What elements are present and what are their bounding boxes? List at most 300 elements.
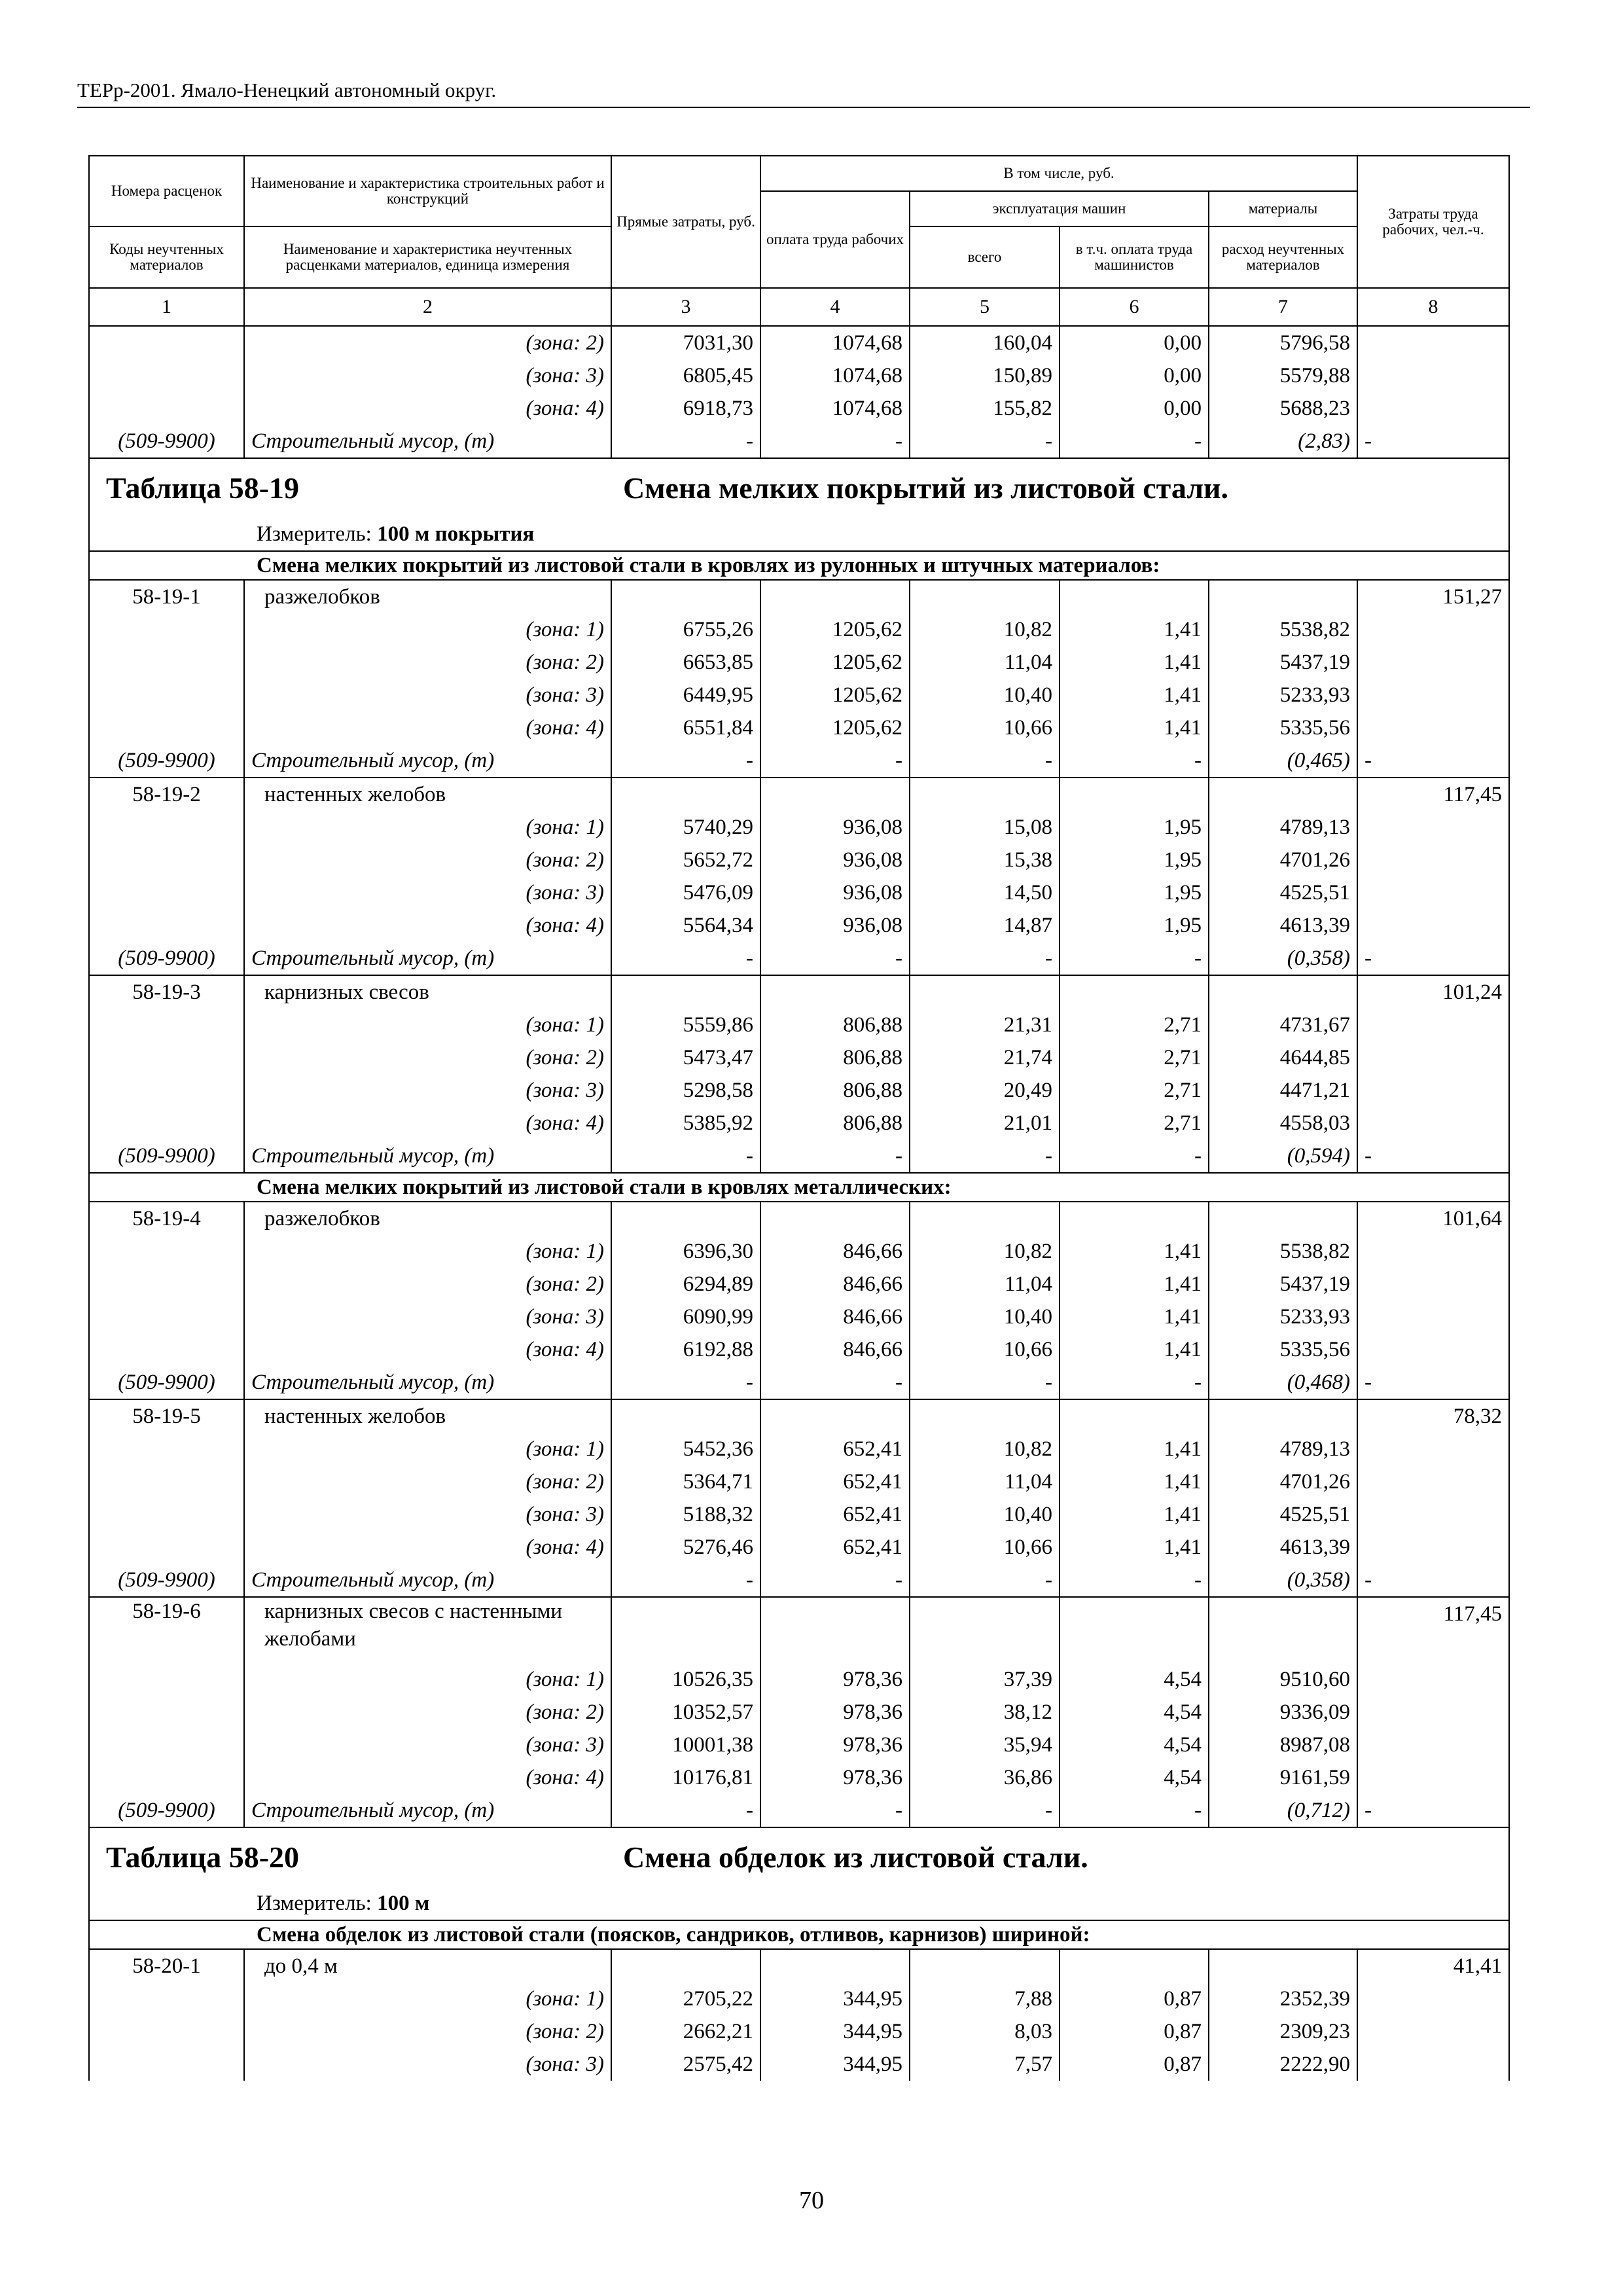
code-cell [89,711,244,744]
debris-name: Строительный мусор, (т) [244,1366,611,1399]
table-number: Таблица 58-19 [106,471,300,505]
zone-label: (зона: 3) [244,679,611,711]
value-cell [1209,975,1357,1009]
materials-header: материалы [1209,191,1357,226]
zone-label: (зона: 1) [244,811,611,844]
labor-cell [1357,679,1509,711]
code-cell [89,392,244,425]
zone-label: (зона: 4) [244,1107,611,1139]
labor-cell [1357,613,1509,646]
code-cell [89,646,244,679]
labor-cell [1357,1982,1509,2015]
meter [89,518,1509,551]
col1-top-header: Номера расценок [89,156,244,226]
value-cell: 37,39 [910,1663,1060,1696]
value-cell: 1,41 [1060,1433,1209,1465]
value-cell [1060,1597,1209,1663]
rate-row [89,1202,1509,1235]
col6-header: в т.ч. оплата труда машинистов [1060,226,1209,288]
value-cell: 10,66 [910,711,1060,744]
dash-cell: - [910,1139,1060,1173]
section-heading: Смена мелких покрытий из листовой стали в кровлях из рулонных и штучных материалов: [89,551,1509,580]
value-cell: 5335,56 [1209,711,1357,744]
zone-row [89,1433,1509,1465]
meter-value: 100 м [377,1892,430,1915]
value-cell: 5233,93 [1209,679,1357,711]
value-cell: 160,04 [910,326,1060,359]
rate-code: 58-20-1 [89,1949,244,1982]
zone-row [89,2048,1509,2081]
labor-cost: 101,24 [1357,975,1509,1009]
dash-cell: - [1060,1564,1209,1597]
value-cell [611,580,760,613]
zone-row [89,1696,1509,1729]
labor-cell [1357,1433,1509,1465]
zone-label: (зона: 4) [244,1761,611,1794]
value-cell: 4789,13 [1209,1433,1357,1465]
value-cell [760,778,910,811]
value-cell: 5437,19 [1209,1268,1357,1300]
value-cell [910,580,1060,613]
value-cell: 0,87 [1060,1982,1209,2015]
dash-cell: - [910,1564,1060,1597]
zone-row [89,1465,1509,1498]
dash-cell: - [611,744,760,778]
labor-cell [1357,359,1509,392]
value-cell: 1205,62 [760,711,910,744]
zone-label: (зона: 2) [244,2015,611,2048]
value-cell: 978,36 [760,1729,910,1761]
meter-row [89,1887,1509,1920]
table-title-row [89,1827,1509,1887]
rate-name: настенных желобов [244,1399,611,1433]
labor-cell [1357,2048,1509,2081]
value-cell: 846,66 [760,1235,910,1268]
value-cell: 155,82 [910,392,1060,425]
value-cell: 21,74 [910,1041,1060,1074]
page-header: ТЕРр-2001. Ямало-Ненецкий автономный округ. [77,79,497,101]
machines-header: эксплуатация машин [910,191,1209,226]
zone-label: (зона: 3) [244,876,611,909]
debris-name: Строительный мусор, (т) [244,1139,611,1173]
code-cell [89,1531,244,1564]
header-rule [77,107,1530,108]
value-cell: 0,87 [1060,2048,1209,2081]
value-cell [910,1399,1060,1433]
dash-cell: - [760,1366,910,1399]
section-heading: Смена обделок из листовой стали (поясков, сандриков, отливов, карнизов) шириной: [89,1920,1509,1949]
value-cell [910,1949,1060,1982]
zone-row [89,1663,1509,1696]
code-cell [89,679,244,711]
value-cell: 4644,85 [1209,1041,1357,1074]
zone-row [89,1041,1509,1074]
zone-label: (зона: 1) [244,1982,611,2015]
value-cell: 5688,23 [1209,392,1357,425]
column-number: 2 [244,288,611,326]
code-cell [89,1041,244,1074]
value-cell: 652,41 [760,1498,910,1531]
code-cell [89,811,244,844]
value-cell: 4613,39 [1209,909,1357,942]
zone-label: (зона: 2) [244,1696,611,1729]
value-cell: 6551,84 [611,711,760,744]
value-cell: 1,41 [1060,1268,1209,1300]
value-cell: 5538,82 [1209,1235,1357,1268]
dash-cell: - [1060,425,1209,458]
value-cell: 4,54 [1060,1761,1209,1794]
meter-value: 100 м покрытия [377,522,535,546]
value-cell: 344,95 [760,2015,910,2048]
meter-row [89,518,1509,551]
value-cell: 9510,60 [1209,1663,1357,1696]
table-title [89,1827,1509,1887]
debris-amount: (0,594) [1209,1139,1357,1173]
debris-code: (509-9900) [89,1366,244,1399]
zone-label: (зона: 4) [244,392,611,425]
column-number: 7 [1209,288,1357,326]
code-cell [89,1729,244,1761]
value-cell: 4,54 [1060,1696,1209,1729]
rate-row [89,778,1509,811]
value-cell: 10,82 [910,613,1060,646]
value-cell: 5233,93 [1209,1300,1357,1333]
labor-cost: 78,32 [1357,1399,1509,1433]
value-cell [1209,778,1357,811]
value-cell: 5740,29 [611,811,760,844]
value-cell: 14,87 [910,909,1060,942]
value-cell: 8987,08 [1209,1729,1357,1761]
dash-cell: - [611,1794,760,1827]
dash-cell: - [910,1366,1060,1399]
labor-cell [1357,711,1509,744]
value-cell [760,975,910,1009]
zone-row [89,1761,1509,1794]
value-cell: 35,94 [910,1729,1060,1761]
zone-label: (зона: 4) [244,1531,611,1564]
zone-label: (зона: 1) [244,1663,611,1696]
value-cell: 9161,59 [1209,1761,1357,1794]
section-heading-row [89,551,1509,580]
value-cell: 10,40 [910,1498,1060,1531]
value-cell: 2705,22 [611,1982,760,2015]
table-caption: Смена обделок из листовой стали. [623,1840,1088,1874]
zone-label: (зона: 2) [244,1268,611,1300]
labor-cost: 41,41 [1357,1949,1509,1982]
labor-cell [1357,876,1509,909]
value-cell: 5652,72 [611,844,760,876]
table-number: Таблица 58-20 [106,1840,300,1874]
value-cell: 0,00 [1060,326,1209,359]
value-cell [1209,1597,1357,1663]
value-cell: 1,41 [1060,646,1209,679]
column-number: 5 [910,288,1060,326]
table-caption: Смена мелких покрытий из листовой стали. [623,471,1229,505]
value-cell: 806,88 [760,1041,910,1074]
rate-code: 58-19-5 [89,1399,244,1433]
debris-code: (509-9900) [89,1564,244,1597]
value-cell [760,580,910,613]
value-cell: 0,00 [1060,392,1209,425]
column-number: 6 [1060,288,1209,326]
value-cell: 806,88 [760,1107,910,1139]
value-cell [611,1202,760,1235]
value-cell: 344,95 [760,2048,910,2081]
value-cell: 978,36 [760,1663,910,1696]
value-cell: 10,66 [910,1531,1060,1564]
value-cell: 6653,85 [611,646,760,679]
rate-code: 58-19-3 [89,975,244,1009]
dash-cell: - [611,1564,760,1597]
code-cell [89,1268,244,1300]
value-cell [760,1202,910,1235]
value-cell [1060,975,1209,1009]
debris-code: (509-9900) [89,425,244,458]
meter [89,1887,1509,1920]
value-cell: 652,41 [760,1531,910,1564]
dash-cell: - [760,942,910,975]
debris-row [89,1794,1509,1827]
zone-label: (зона: 2) [244,326,611,359]
dash-cell: - [1357,425,1509,458]
value-cell: 6918,73 [611,392,760,425]
value-cell: 978,36 [760,1761,910,1794]
value-cell: 7,88 [910,1982,1060,2015]
zone-label: (зона: 2) [244,646,611,679]
value-cell: 5364,71 [611,1465,760,1498]
code-cell [89,1300,244,1333]
labor-cell [1357,844,1509,876]
value-cell: 1074,68 [760,359,910,392]
value-cell [910,1597,1060,1663]
code-cell [89,1982,244,2015]
value-cell: 7,57 [910,2048,1060,2081]
debris-row [89,1564,1509,1597]
value-cell: 20,49 [910,1074,1060,1107]
labor-cell [1357,909,1509,942]
value-cell: 10001,38 [611,1729,760,1761]
value-cell: 15,08 [910,811,1060,844]
rate-name: карнизных свесов [244,975,611,1009]
value-cell: 978,36 [760,1696,910,1729]
value-cell: 10,82 [910,1235,1060,1268]
col2-top-header: Наименование и характеристика строительных работ и конструкций [244,156,611,226]
code-cell [89,326,244,359]
zone-row [89,1982,1509,2015]
value-cell [1060,1949,1209,1982]
labor-cost: 117,45 [1357,1597,1509,1663]
code-cell [89,1235,244,1268]
value-cell: 1,41 [1060,711,1209,744]
value-cell: 10,40 [910,679,1060,711]
debris-row [89,744,1509,778]
zone-row [89,909,1509,942]
value-cell: 1205,62 [760,613,910,646]
value-cell: 0,87 [1060,2015,1209,2048]
dash-cell: - [910,744,1060,778]
col3-header: Прямые затраты, руб. [611,156,760,288]
value-cell: 2,71 [1060,1074,1209,1107]
zone-row [89,1268,1509,1300]
value-cell [1209,1399,1357,1433]
value-cell: 2,71 [1060,1107,1209,1139]
zone-label: (зона: 2) [244,844,611,876]
debris-code: (509-9900) [89,744,244,778]
rate-name: разжелобков [244,1202,611,1235]
labor-cell [1357,1498,1509,1531]
col7-header: расход неучтенных материалов [1209,226,1357,288]
zone-row [89,1300,1509,1333]
value-cell: 1,41 [1060,1235,1209,1268]
value-cell: 0,00 [1060,359,1209,392]
zone-label: (зона: 3) [244,359,611,392]
zone-row [89,844,1509,876]
dash-cell: - [611,1366,760,1399]
value-cell: 806,88 [760,1009,910,1041]
value-cell: 5559,86 [611,1009,760,1041]
value-cell: 4,54 [1060,1729,1209,1761]
value-cell [910,778,1060,811]
value-cell: 1205,62 [760,646,910,679]
debris-amount: (2,83) [1209,425,1357,458]
labor-cell [1357,1531,1509,1564]
value-cell [1209,1202,1357,1235]
debris-code: (509-9900) [89,942,244,975]
rate-name: карнизных свесов с настенными желобами [244,1597,611,1663]
value-cell: 1,41 [1060,1300,1209,1333]
rate-code: 58-19-1 [89,580,244,613]
code-cell [89,613,244,646]
value-cell: 8,03 [910,2015,1060,2048]
value-cell: 5538,82 [1209,613,1357,646]
debris-name: Строительный мусор, (т) [244,1564,611,1597]
labor-cell [1357,1268,1509,1300]
dash-cell: - [1357,1564,1509,1597]
value-cell: 36,86 [910,1761,1060,1794]
labor-cell [1357,1663,1509,1696]
value-cell: 10176,81 [611,1761,760,1794]
value-cell [611,1949,760,1982]
value-cell: 10,40 [910,1300,1060,1333]
rate-code: 58-19-2 [89,778,244,811]
dash-cell: - [1357,942,1509,975]
rate-row [89,580,1509,613]
labor-cell [1357,1074,1509,1107]
zone-label: (зона: 3) [244,1300,611,1333]
rate-row [89,1949,1509,1982]
labor-cell [1357,1465,1509,1498]
value-cell: 846,66 [760,1268,910,1300]
value-cell: 1,41 [1060,1333,1209,1366]
value-cell: 4558,03 [1209,1107,1357,1139]
debris-amount: (0,465) [1209,744,1357,778]
dash-cell: - [1357,1366,1509,1399]
value-cell: 6755,26 [611,613,760,646]
debris-row [89,1366,1509,1399]
labor-cell [1357,1333,1509,1366]
col8-header: Затраты труда рабочих, чел.-ч. [1357,156,1509,288]
code-cell [89,1009,244,1041]
value-cell: 5473,47 [611,1041,760,1074]
zone-label: (зона: 3) [244,1074,611,1107]
zone-row [89,646,1509,679]
col2-bottom-header: Наименование и характеристика неучтенных расценками материалов, единица измерения [244,226,611,288]
debris-name: Строительный мусор, (т) [244,942,611,975]
debris-amount: (0,358) [1209,1564,1357,1597]
column-number: 1 [89,288,244,326]
code-cell [89,1333,244,1366]
zone-label: (зона: 3) [244,1729,611,1761]
zone-row [89,1531,1509,1564]
zone-row [89,1235,1509,1268]
value-cell [910,975,1060,1009]
dash-cell: - [910,942,1060,975]
labor-cell [1357,1761,1509,1794]
dash-cell: - [910,1794,1060,1827]
value-cell: 4701,26 [1209,844,1357,876]
zone-row [89,392,1509,425]
labor-cell [1357,811,1509,844]
zone-label: (зона: 1) [244,1433,611,1465]
dash-cell: - [760,1564,910,1597]
zone-row [89,1009,1509,1041]
value-cell: 936,08 [760,876,910,909]
value-cell: 6090,99 [611,1300,760,1333]
value-cell: 2309,23 [1209,2015,1357,2048]
zone-label: (зона: 3) [244,1498,611,1531]
dash-cell: - [1060,1794,1209,1827]
value-cell: 150,89 [910,359,1060,392]
section-heading-row [89,1920,1509,1949]
code-cell [89,359,244,392]
value-cell: 1074,68 [760,392,910,425]
rate-row [89,975,1509,1009]
value-cell: 21,01 [910,1107,1060,1139]
dash-cell: - [910,425,1060,458]
value-cell [1209,1949,1357,1982]
value-cell: 652,41 [760,1465,910,1498]
zone-row [89,613,1509,646]
value-cell: 15,38 [910,844,1060,876]
section-heading: Смена мелких покрытий из листовой стали в кровлях металлических: [89,1173,1509,1202]
labor-cell [1357,326,1509,359]
value-cell: 2222,90 [1209,2048,1357,2081]
debris-name: Строительный мусор, (т) [244,744,611,778]
dash-cell: - [760,1794,910,1827]
value-cell: 11,04 [910,1465,1060,1498]
value-cell: 21,31 [910,1009,1060,1041]
table-body [89,326,1509,2081]
column-number: 8 [1357,288,1509,326]
labor-cell [1357,646,1509,679]
value-cell: 5298,58 [611,1074,760,1107]
zone-label: (зона: 2) [244,1041,611,1074]
dash-cell: - [1357,1794,1509,1827]
value-cell: 5437,19 [1209,646,1357,679]
value-cell: 5796,58 [1209,326,1357,359]
dash-cell: - [1357,1139,1509,1173]
debris-amount: (0,468) [1209,1366,1357,1399]
value-cell: 7031,30 [611,326,760,359]
value-cell: 6192,88 [611,1333,760,1366]
value-cell: 4613,39 [1209,1531,1357,1564]
zone-label: (зона: 1) [244,1009,611,1041]
table-title-row [89,458,1509,518]
zone-row [89,1498,1509,1531]
debris-amount: (0,358) [1209,942,1357,975]
zone-label: (зона: 3) [244,2048,611,2081]
page-number: 70 [799,2187,824,2214]
